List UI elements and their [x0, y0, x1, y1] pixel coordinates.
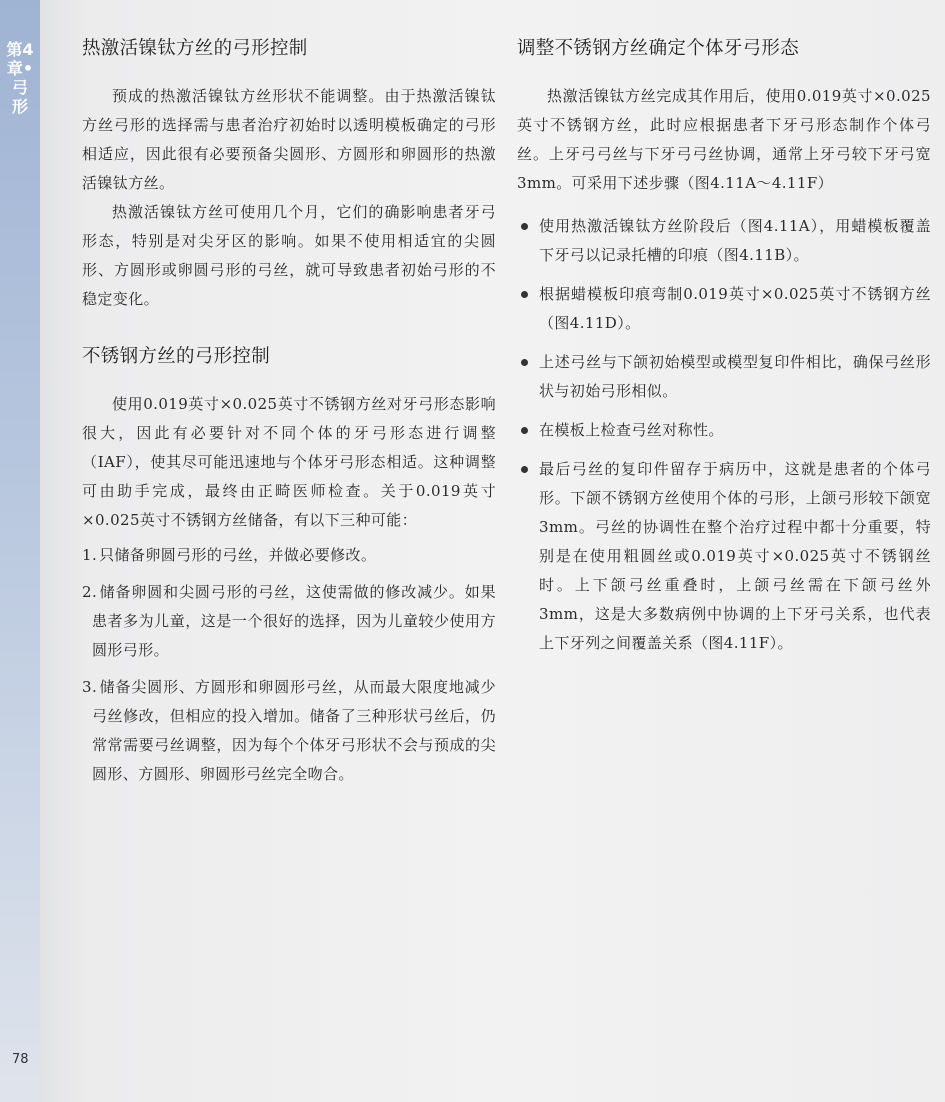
paragraph-niti-2: 热激活镍钛方丝可使用几个月，它们的确影响患者牙弓形态，特别是对尖牙区的影响。如果不使用相适宜的尖圆形、方圆形或卵圆弓形的弓丝，就可导致患者初始弓形的不稳定变化。 — [82, 203, 496, 308]
left-column — [82, 36, 496, 797]
right-column — [517, 36, 931, 668]
storage-options-list — [82, 541, 496, 789]
chapter-sidebar — [0, 0, 40, 1102]
list-item — [82, 541, 496, 570]
list-item — [517, 348, 931, 406]
list-text: 最后弓丝的复印件留存于病历中，这就是患者的个体弓形。下颌不锈钢方丝使用个体的弓形，上颌弓形较下颌宽3mm。弓丝的协调性在整个治疗过程中都十分重要，特别是在使用粗圆丝或0.019英寸×0.025英寸不锈钢丝时。上下颌弓丝重叠时，上颌弓丝需在下颌弓丝外3mm，这是大多数病例中协调的上下牙弓关系，也代表上下牙列之间覆盖关系（图4.11F）。 — [539, 460, 931, 652]
list-text: 储备卵圆和尖圆弓形的弓丝，这使需做的修改减少。如果患者多为儿童，这是一个很好的选择，因为儿童较少使用方圆形弓形。 — [92, 583, 496, 659]
list-text: 使用热激活镍钛方丝阶段后（图4.11A），用蜡模板覆盖下牙弓以记录托槽的印痕（图4.11B）。 — [539, 217, 931, 264]
list-number: 3. — [82, 678, 98, 696]
list-number: 2. — [82, 583, 98, 601]
list-text: 上述弓丝与下颌初始模型或模型复印件相比，确保弓丝形状与初始弓形相似。 — [539, 353, 931, 400]
page-number: 78 — [12, 1052, 29, 1067]
paragraph-individual: 热激活镍钛方丝完成其作用后，使用0.019英寸×0.025英寸不锈钢方丝，此时应根据患者下牙弓形态制作个体弓丝。上牙弓弓丝与下牙弓弓丝协调，通常上牙弓较下牙弓宽3mm。可采用下述步骤（图4.11A～4.11F） — [517, 87, 931, 192]
steps-list — [517, 212, 931, 658]
heading-steel-archform: 不锈钢方丝的弓形控制 — [82, 346, 271, 367]
list-item — [517, 455, 931, 658]
list-text: 只储备卵圆弓形的弓丝，并做必要修改。 — [99, 546, 377, 564]
bullet-icon — [521, 223, 528, 230]
list-item — [517, 280, 931, 338]
bullet-icon — [521, 466, 528, 473]
paragraph-niti-1: 预成的热激活镍钛方丝形状不能调整。由于热激活镍钛方丝弓形的选择需与患者治疗初始时以透明模板确定的弓形相适应，因此很有必要预备尖圆形、方圆形和卵圆形的热激活镍钛方丝。 — [82, 87, 496, 192]
list-item — [82, 673, 496, 789]
list-item — [517, 212, 931, 270]
list-text: 储备尖圆形、方圆形和卵圆形弓丝，从而最大限度地减少弓丝修改，但相应的投入增加。储备了三种形状弓丝后，仍常常需要弓丝调整，因为每个个体牙弓形状不会与预成的尖圆形、方圆形、卵圆形弓丝完全吻合。 — [92, 678, 496, 783]
heading-individual-archform: 调整不锈钢方丝确定个体牙弓形态 — [517, 38, 800, 59]
paragraph-steel: 使用0.019英寸×0.025英寸不锈钢方丝对牙弓形态影响很大，因此有必要针对不同个体的牙弓形态进行调整（IAF），使其尽可能迅速地与个体牙弓形态相适。这种调整可由助手完成，最终由正畸医师检查。关于0.019英寸×0.025英寸不锈钢方丝储备，有以下三种可能： — [82, 395, 496, 529]
list-text: 根据蜡模板印痕弯制0.019英寸×0.025英寸不锈钢方丝（图4.11D）。 — [539, 285, 931, 332]
bullet-icon — [521, 427, 528, 434]
list-item — [82, 578, 496, 665]
list-number: 1. — [82, 546, 98, 564]
list-item — [517, 416, 931, 445]
bullet-icon — [521, 291, 528, 298]
chapter-label: 第4章•弓形 — [6, 40, 34, 116]
heading-niti-archform: 热激活镍钛方丝的弓形控制 — [82, 38, 308, 59]
bullet-icon — [521, 359, 528, 366]
list-text: 在模板上检查弓丝对称性。 — [539, 421, 724, 439]
